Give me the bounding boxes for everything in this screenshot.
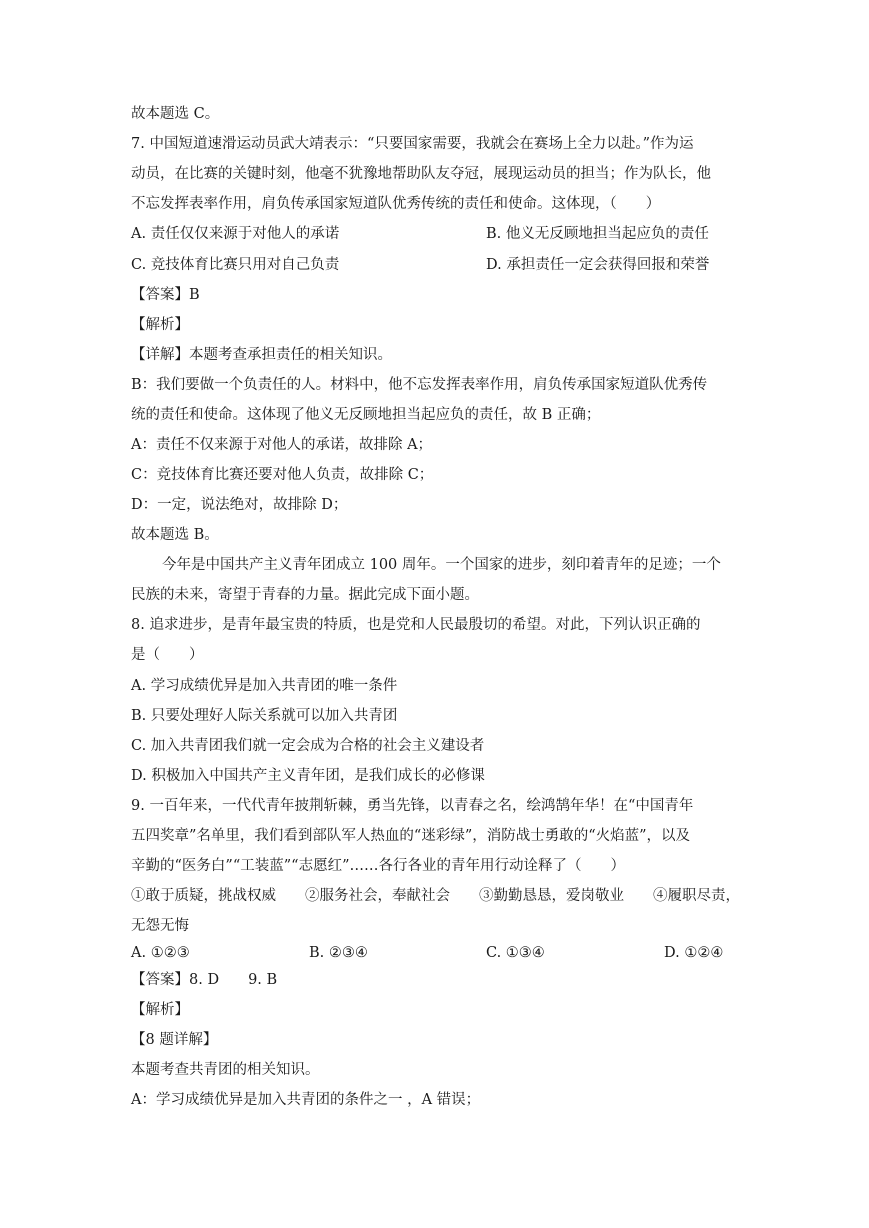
intro-line-1: 今年是中国共产主义青年团成立 100 周年。一个国家的进步，刻印着青年的足迹；一个 [162, 557, 721, 573]
q7-stem-line-1: 7. 中国短道速滑运动员武大靖表示：“只要国家需要，我就会在赛场上全力以赴。”作为运 [131, 136, 694, 152]
q8-detail-heading: 【8 题详解】 [131, 1032, 218, 1048]
intro-line-2: 民族的未来，寄望于青春的力量。据此完成下面小题。 [131, 587, 479, 603]
analysis-8-9-heading: 【解析】 [131, 1002, 189, 1018]
q7-detail-c: C：竞技体育比赛还要对他人负责，故排除 C； [131, 467, 434, 483]
q7-stem-line-2: 动员，在比赛的关键时刻，他毫不犹豫地帮助队友夺冠，展现运动员的担当；作为队长，他 [131, 166, 711, 182]
q9-option-b: B. ②③④ [309, 945, 368, 961]
q8-option-c: C. 加入共青团我们就一定会成为合格的社会主义建设者 [131, 738, 485, 754]
q9-stem-line-2: 五四奖章”名单里，我们看到部队军人热血的“迷彩绿”，消防战士勇敢的“火焰蓝”，以及 [131, 828, 691, 844]
q7-detail-b-line-2: 统的责任和使命。这体现了他义无反顾地担当起应负的责任，故 B 正确； [131, 407, 601, 423]
q7-detail-intro: 【详解】本题考查承担责任的相关知识。 [131, 347, 392, 363]
q7-option-a: A. 责任仅仅来源于对他人的承诺 [131, 226, 340, 242]
q7-option-d: D. 承担责任一定会获得回报和荣誉 [486, 257, 710, 273]
q9-items-line-2: 无怨无悔 [131, 918, 189, 934]
q9-option-d: D. ①②④ [664, 945, 724, 961]
q7-answer: 【答案】B [131, 287, 200, 303]
q7-detail-a: A：责任不仅来源于对他人的承诺，故排除 A； [131, 437, 433, 453]
q7-option-c: C. 竞技体育比赛只用对自己负责 [131, 257, 340, 273]
q9-stem-line-3: 辛勤的“医务白”“工装蓝”“志愿红”……各行各业的青年用行动诠释了（ ） [131, 858, 625, 874]
q7-conclusion: 故本题选 B。 [131, 527, 219, 543]
q8-option-b: B. 只要处理好人际关系就可以加入共青团 [131, 708, 398, 724]
q7-stem-line-3: 不忘发挥表率作用，肩负传承国家短道队优秀传统的责任和使命。这体现，（ ） [131, 196, 661, 212]
q9-items-line-1: ①敢于质疑，挑战权威 ②服务社会，奉献社会 ③勤勤恳恳，爱岗敬业 ④履职尽责， [131, 888, 740, 904]
q8-stem-line-2: 是（ ） [131, 647, 204, 663]
q8-stem-line-1: 8. 追求进步，是青年最宝贵的特质，也是党和人民最殷切的希望。对此，下列认识正确的 [131, 617, 701, 633]
q8-option-d: D. 积极加入中国共产主义青年团，是我们成长的必修课 [131, 768, 485, 784]
q9-option-c: C. ①③④ [486, 945, 545, 961]
q8-detail-intro: 本题考查共青团的相关知识。 [131, 1062, 320, 1078]
q8-option-a: A. 学习成绩优异是加入共青团的唯一条件 [131, 678, 398, 694]
prev-conclusion: 故本题选 C。 [131, 106, 220, 122]
q7-detail-b-line-1: B：我们要做一个负责任的人。材料中，他不忘发挥表率作用，肩负传承国家短道队优秀传 [131, 377, 708, 393]
q7-detail-d: D：一定，说法绝对，故排除 D； [131, 497, 348, 513]
q9-stem-line-1: 9. 一百年来，一代代青年披荆斩棘，勇当先锋，以青春之名，绘鸿鹄年华！在“中国青年 [131, 798, 694, 814]
q8-detail-a: A：学习成绩优异是加入共青团的条件之一 ，A 错误； [131, 1092, 481, 1108]
answers-8-9: 【答案】8. D 9. B [131, 972, 278, 988]
q7-analysis-heading: 【解析】 [131, 317, 189, 333]
q9-option-a: A. ①②③ [131, 945, 190, 961]
q7-option-b: B. 他义无反顾地担当起应负的责任 [486, 226, 709, 242]
